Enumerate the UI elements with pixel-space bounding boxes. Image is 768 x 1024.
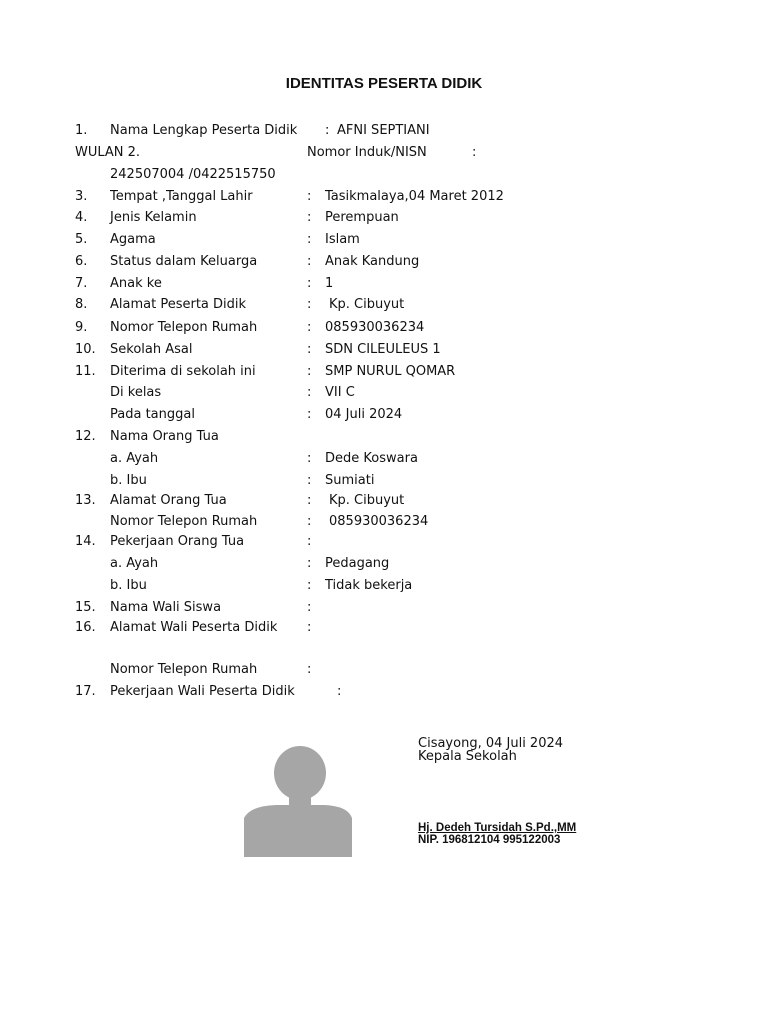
row-colon: : [307, 451, 312, 466]
student-photo [244, 743, 352, 857]
row-value: SMP NURUL QOMAR [325, 364, 456, 379]
row-value: 1 [325, 276, 334, 291]
row-colon: : [307, 662, 312, 677]
row-label: a. Ayah [110, 556, 159, 571]
row-colon: : [307, 556, 312, 571]
row-label: Nama Lengkap Peserta Didik [110, 123, 298, 138]
row-number: 5. [75, 232, 88, 247]
row-label: 242507004 /0422515750 [110, 167, 276, 182]
row-label: a. Ayah [110, 451, 159, 466]
row-number: 6. [75, 254, 88, 269]
row-value: Tasikmalaya,04 Maret 2012 [325, 189, 504, 204]
row-colon: : [307, 578, 312, 593]
row-colon: : [307, 210, 312, 225]
principal-name: Hj. Dedeh Tursidah S.Pd.,MM [418, 822, 577, 834]
row-number: 12. [75, 429, 96, 444]
row-number: 10. [75, 342, 96, 357]
row-value: Pedagang [325, 556, 390, 571]
row-colon: : [307, 473, 312, 488]
row-label: Pekerjaan Orang Tua [110, 534, 245, 549]
row-value: 085930036234 [325, 320, 425, 335]
signature-role: Kepala Sekolah [418, 749, 517, 764]
row-label: Nomor Telepon Rumah [110, 514, 258, 529]
row-colon: : [307, 276, 312, 291]
row-colon: : [307, 320, 312, 335]
row-number: 13. [75, 493, 96, 508]
row-label: Alamat Peserta Didik [110, 297, 247, 312]
row-label: Anak ke [110, 276, 162, 291]
row-value: Dede Koswara [325, 451, 418, 466]
row-value: VII C [325, 385, 355, 400]
row-label: Di kelas [110, 385, 162, 400]
row-number: 7. [75, 276, 88, 291]
row-label: Pada tanggal [110, 407, 195, 422]
row-colon: : [307, 297, 312, 312]
row-colon: : [307, 534, 312, 549]
row-colon: : [307, 189, 312, 204]
row-number: 8. [75, 297, 88, 312]
row-label: Diterima di sekolah ini [110, 364, 256, 379]
row-colon: : [307, 254, 312, 269]
row-number: 3. [75, 189, 88, 204]
row-label: Nama Wali Siswa [110, 600, 222, 615]
row-label: Nama Orang Tua [110, 429, 219, 444]
row-value: Tidak bekerja [325, 578, 413, 593]
row-number: 17. [75, 684, 96, 699]
row-label: Status dalam Keluarga [110, 254, 258, 269]
row-label: b. Ibu [110, 473, 147, 488]
row-number: 1. [75, 123, 88, 138]
row-value: 085930036234 [329, 514, 429, 529]
row-colon: : [307, 493, 312, 508]
row-colon: : [325, 123, 330, 138]
row-value: Kp. Cibuyut [329, 493, 405, 508]
document-title: IDENTITAS PESERTA DIDIK [285, 75, 483, 92]
row-label: Sekolah Asal [110, 342, 193, 357]
row-colon: : [472, 145, 477, 160]
row-value: Anak Kandung [325, 254, 420, 269]
row-value: AFNI SEPTIANI [337, 123, 430, 138]
row-label: Nomor Telepon Rumah [110, 662, 258, 677]
row-colon: : [307, 620, 312, 635]
row-label: Tempat ,Tanggal Lahir [110, 189, 253, 204]
row-value: SDN CILEULEUS 1 [325, 342, 441, 357]
row-colon: : [307, 514, 312, 529]
row-value: Sumiati [325, 473, 375, 488]
row-value: Islam [325, 232, 360, 247]
row-number: 11. [75, 364, 96, 379]
row-label: Alamat Orang Tua [110, 493, 227, 508]
row-colon: : [307, 385, 312, 400]
row-label: Nomor Induk/NISN [307, 145, 427, 160]
photo-shoulders [244, 805, 352, 857]
row-colon: : [307, 600, 312, 615]
row-value: Kp. Cibuyut [329, 297, 405, 312]
row-value: Perempuan [325, 210, 399, 225]
signature-place-date: Cisayong, 04 Juli 2024 [418, 736, 564, 751]
row-label: b. Ibu [110, 578, 147, 593]
row-number: 16. [75, 620, 96, 635]
row-label: Nomor Telepon Rumah [110, 320, 258, 335]
row-colon: : [307, 342, 312, 357]
row-number: 9. [75, 320, 88, 335]
row-colon: : [307, 232, 312, 247]
row-label: Alamat Wali Peserta Didik [110, 620, 278, 635]
row-number: 15. [75, 600, 96, 615]
row-value: 04 Juli 2024 [325, 407, 403, 422]
row-label: Jenis Kelamin [110, 210, 197, 225]
row-label: WULAN 2. [75, 145, 141, 160]
row-colon: : [307, 364, 312, 379]
principal-nip: NIP. 196812104 995122003 [418, 834, 561, 846]
row-label: Pekerjaan Wali Peserta Didik [110, 684, 295, 699]
row-label: Agama [110, 232, 156, 247]
row-colon: : [337, 684, 342, 699]
row-number: 4. [75, 210, 88, 225]
row-number: 14. [75, 534, 96, 549]
row-colon: : [307, 407, 312, 422]
